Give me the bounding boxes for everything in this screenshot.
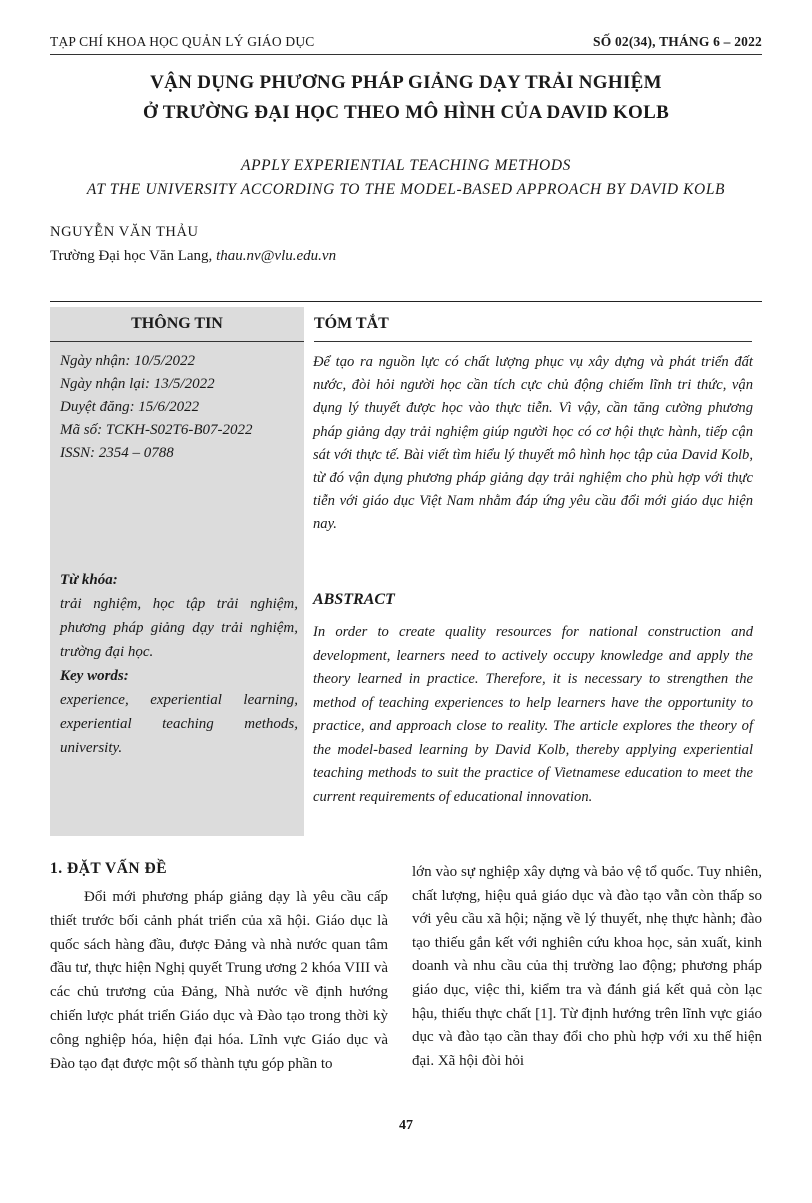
page-number: 47 xyxy=(399,1118,413,1133)
author-name: NGUYỄN VĂN THẢU xyxy=(50,224,199,240)
summary-vietnamese: Để tạo ra nguồn lực có chất lượng phục vụ xây dựng và phát triển đất nước, đòi hỏi người học cần tích cực chủ động chiếm lĩnh tri thức, vận dụng lý thuyết được học vào thực tiễn. Vì vậy, cần tăng cường phương pháp giảng dạy trải nghiệm giúp người học có cơ hội thực hành, tiếp cận sát với thực tế. Bài viết tìm hiểu lý thuyết mô hình học tập của David Kolb, từ đó vận dụng phương pháp giảng dạy trải nghiệm cho phù hợp với thực tiễn với giáo dục Việt Nam nhằm đáp ứng yêu cầu đổi mới giáo dục hiện nay. xyxy=(313,354,753,533)
author-email: thau.nv@vlu.edu.vn xyxy=(216,248,337,264)
title-en-line-1: APPLY EXPERIENTIAL TEACHING METHODS xyxy=(241,157,571,174)
summary-heading-divider xyxy=(314,341,752,342)
title-en-line-2: AT THE UNIVERSITY ACCORDING TO THE MODEL-BASED APPROACH BY DAVID KOLB xyxy=(86,181,726,198)
issue-info: SỐ 02(34), THÁNG 6 – 2022 xyxy=(592,34,762,49)
journal-name: TẠP CHÍ KHOA HỌC QUẢN LÝ GIÁO DỤC xyxy=(50,34,315,49)
keywords-vi: trải nghiệm, học tập trải nghiệm, phương pháp giảng dạy trải nghiệm, trường đại học. xyxy=(60,596,298,660)
info-top-divider xyxy=(50,301,762,302)
author-affiliation xyxy=(50,248,336,265)
keywords-label-en: Key words: xyxy=(60,668,129,684)
info-heading: THÔNG TIN xyxy=(131,315,223,332)
affiliation-text: Trường Đại học Văn Lang, xyxy=(50,248,217,264)
info-heading-divider xyxy=(50,341,304,342)
abstract-english: In order to create quality resources for national construction and development, learners need to actively occupy knowledge and apply the theory learned in practice. Therefore, it is necessary to strengthen the method of teaching experiences to help learners have the opportunity to practice, and approach close to reality. The article explores the theory of the model-based learning by David Kolb, thereby applying experiential teaching methods to suit the practice of Vietnamese education to meet the current requirements of educational innovation. xyxy=(313,624,753,805)
body-column-left xyxy=(50,886,388,1076)
header-divider xyxy=(50,54,762,55)
abstract-heading: ABSTRACT xyxy=(313,591,395,608)
section-heading: 1. ĐẶT VẤN ĐỀ xyxy=(50,860,168,877)
summary-heading: TÓM TẮT xyxy=(314,315,389,332)
title-line-1: VẬN DỤNG PHƯƠNG PHÁP GIẢNG DẠY TRẢI NGHIỆM xyxy=(150,72,662,93)
running-header xyxy=(50,34,762,54)
body-column-right: lớn vào sự nghiệp xây dựng và bảo vệ tổ quốc. Tuy nhiên, chất lượng, hiệu quả giáo dục và đào tạo vẫn còn thấp so với yêu cầu xã hội; nặng về lý thuyết, nhẹ thực hành; đào tạo thiếu gắn kết với nghiên cứu khoa học, sản xuất, kinh doanh và nhu cầu của thị trường lao động; phương pháp giáo dục, việc thi, kiểm tra và đánh giá kết quả còn lạc hậu, thiếu thực chất [1]. Từ định hướng trên lĩnh vực giáo dục và đào tạo cần thay đổi cho phù hợp với xu thế hiện đại. Xã hội đòi hỏi xyxy=(412,864,762,1069)
title-line-2: Ở TRƯỜNG ĐẠI HỌC THEO MÔ HÌNH CỦA DAVID KOLB xyxy=(142,102,670,123)
article-title xyxy=(50,68,762,128)
keywords-en: experience, experiential learning, experiential teaching methods, university. xyxy=(60,692,298,756)
body-paragraph: Đổi mới phương pháp giảng dạy là yêu cầu cấp thiết trước bối cảnh phát triển của xã hội. Giáo dục là quốc sách hàng đầu, được Đảng và nhà nước quan tâm đầu tư, thực hiện Nghị quyết Trung ương 2 khóa VIII và các chủ trương của Đảng, Nhà nước về định hướng chiến lược phát triển Giáo dục và Đào tạo trong thời kỳ công nghiệp hóa, hiện đại hóa. Lĩnh vực Giáo dục và Đào tạo đạt được một số thành tựu góp phần to xyxy=(50,889,388,1072)
issn: ISSN: 2354 – 0788 xyxy=(60,445,174,461)
keywords-block xyxy=(60,568,298,760)
accepted-date: Duyệt đăng: 15/6/2022 xyxy=(60,399,200,415)
received-date: Ngày nhận: 10/5/2022 xyxy=(60,353,195,369)
article-title-english xyxy=(50,154,762,202)
revised-date: Ngày nhận lại: 13/5/2022 xyxy=(60,376,215,392)
keywords-label-vi: Từ khóa: xyxy=(60,572,118,588)
article-metadata xyxy=(60,350,298,465)
article-code: Mã số: TCKH-S02T6-B07-2022 xyxy=(60,422,253,438)
